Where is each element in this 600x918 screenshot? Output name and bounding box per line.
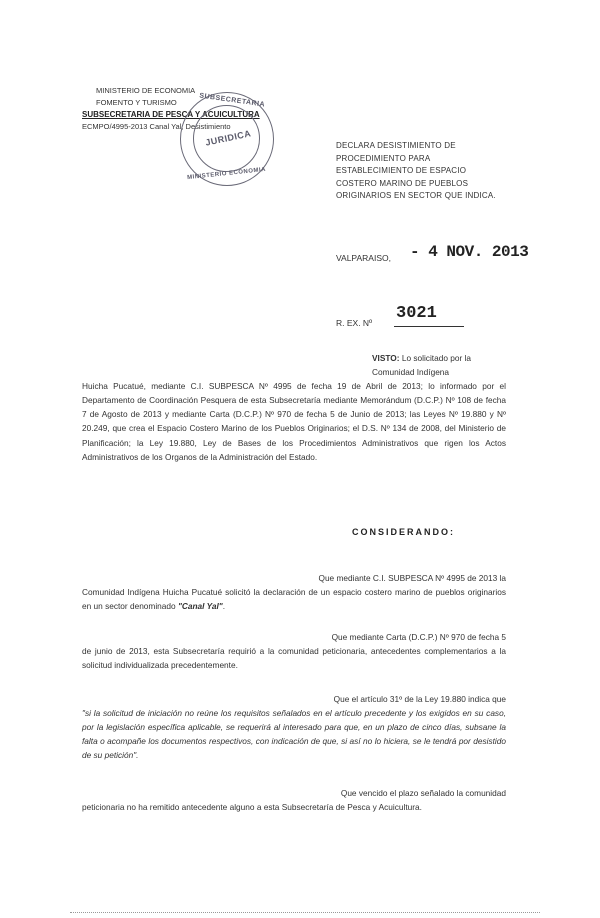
seal-center-text: JURIDICA: [204, 128, 253, 148]
c2-lead: Que mediante Carta (D.C.P.) Nº 970 de fecha 5: [331, 632, 506, 642]
c1-lead: Que mediante C.I. SUBPESCA Nº 4995 de 2013 la: [318, 573, 506, 583]
considerando-paragraph-4: [82, 786, 506, 814]
c4-body: peticionaria no ha remitido antecedente alguno a esta Subsecretaría de Pesca y Acuicultura.: [82, 802, 422, 813]
c1-body: Comunidad Indígena Huicha Pucatué solicitó la declaración de un espacio costero marino de pueblos originarios en un sector denominado: [82, 587, 506, 612]
header-fomento: FOMENTO Y TURISMO: [96, 98, 177, 107]
c2-body: de junio de 2013, esta Subsecretaría requirió a la comunidad peticionaria, antecedentes complementarios a la solicitud individualizada precedentemente.: [82, 646, 506, 671]
seal-top-text: SUBSECRETARIA: [198, 92, 266, 109]
header-file-reference: ECMPO/4995-2013 Canal Yal, Desistimiento: [82, 122, 231, 131]
visto-body: Huicha Pucatué, mediante C.I. SUBPESCA Nº 4995 de fecha 19 de Abril de 2013; lo informado por el Departamento de Coordinación Pesquera de esta Subsecretaría mediante Memorándum (D.C.P.) Nº 108 de fecha 7 de Agosto de 2013 y mediante Carta (D.C.P.) Nº 970 de fecha 5 de Junio de 2013; las Leyes Nº 19.880 y Nº 20.249, que crea el Espacio Costero Marino de los Pueblos Originarios; el D.S. Nº 134 de 2008, del Ministerio de Planificación; la Ley 19.880, Ley de Bases de los Procedimientos Administrativos que rigen los Actos Administrativos de los Organos de la Administración del Estado.: [82, 381, 506, 462]
header-subsecretaria: SUBSECRETARIA DE PESCA Y ACUICULTURA: [82, 110, 260, 119]
c3-quote: "si la solicitud de iniciación no reúne los requisitos señalados en el artículo precedente y los exigidos en su caso, por la legislación específica aplicable, se requerirá al interesado para que, en un plazo de cinco días, subsane la falta o acompañe los documentos respectivos, con indicación de que, si así no lo hiciera, se le tendrá por desistido de su petición".: [82, 708, 506, 761]
rex-number: 3021: [396, 304, 437, 323]
rex-underline: [394, 326, 464, 327]
visto-section: [82, 351, 506, 464]
header-ministerio: MINISTERIO DE ECONOMIA: [96, 86, 196, 95]
c1-end: .: [222, 601, 226, 612]
considerando-paragraph-1: [82, 571, 506, 613]
considerando-paragraph-2: [82, 630, 506, 672]
considerando-paragraph-3: [82, 692, 506, 762]
visto-lead-text: Lo solicitado por la Comunidad Indígena: [372, 353, 472, 378]
considerando-heading: CONSIDERANDO:: [352, 527, 456, 537]
place-label: VALPARAISO,: [336, 253, 391, 263]
c1-emphasis: "Canal Yal": [177, 601, 223, 612]
c3-lead: Que el artículo 31º de la Ley 19.880 indica que: [333, 694, 506, 704]
page-bottom-divider: [70, 912, 540, 913]
rex-label: R. EX. Nº: [336, 318, 373, 328]
c4-lead: Que vencido el plazo señalado la comunidad: [340, 788, 506, 798]
date-stamp: - 4 NOV. 2013: [410, 243, 529, 261]
resolution-title: DECLARA DESISTIMIENTO DE PROCEDIMIENTO PARA ESTABLECIMIENTO DE ESPACIO COSTERO MARINO DE PUEBLOS ORIGINARIOS EN SECTOR QUE INDICA.: [336, 141, 496, 200]
visto-lead-line: [82, 351, 506, 379]
official-seal-stamp: [180, 92, 274, 186]
seal-bottom-text: MINISTERIO ECONOMIA: [186, 166, 267, 182]
visto-label: VISTO:: [372, 353, 400, 363]
